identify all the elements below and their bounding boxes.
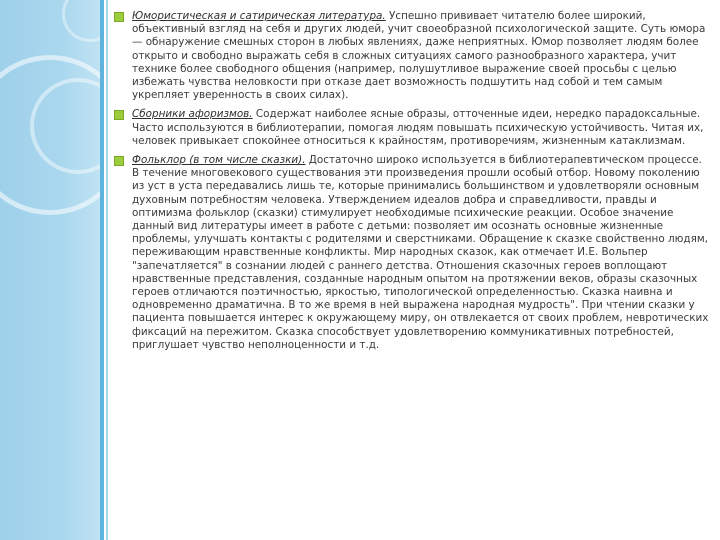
decorative-circle [62, 0, 118, 42]
decorative-stripe [100, 0, 104, 540]
square-bullet-icon [114, 110, 124, 120]
decorative-side-band [0, 0, 100, 540]
decorative-stripe [106, 0, 108, 540]
bullet-item [112, 108, 712, 148]
content-area [112, 10, 712, 358]
bullet-text: Достаточно широко используется в библиотерапевтическом процессе. В течение многовекового существования эти произведения прошли особый отбор. Новому поколению из уст в уста передавались лишь те, которые принимались большинством и удовлетворяли основным духовным потребностям человека. Утверждением идеалов добра и справедливости, правды и оптимизма фольклор (сказки) стимулирует необходимые психические реакции. Особое значение данный вид литературы имеет в работе с детьми: позволяет им осознать основные жизненные проблемы, улучшать контакты с родителями и сверстниками. Обращение к сказке свойственно людям, переживающим нравственные конфликты. Мир народных сказок, как отмечает И.Е. Вольпер "запечатляется" в сознании людей с раннего детства. Отношения сказочных героев воплощают нравственные представления, созданные народным опытом на протяжении веков, образы сказочных героев отличаются поэтичностью, яркостью, типологической определенностью. Сказка наивна и одновременно драматична. В то же время в ней выражена народная мудрость". При чтении сказки у пациента повышается интерес к окружающему миру, он отвлекается от своих проблем, невротических фиксаций на пережитом. Сказка способствует удовлетворению коммуникативных потребностей, приглушает чувство неполноценности и т.д. [132, 154, 709, 351]
bullet-item [112, 10, 712, 102]
bullet-text: Содержат наиболее ясные образы, отточенные идеи, нередко парадоксальные. Часто используются в библиотерапии, помогая людям повышать психическую устойчивость. Читая их, человек привыкает спокойнее относиться к крайностям, противоречиям, жизненным катаклизмам. [132, 108, 704, 147]
bullet-title: Юмористическая и сатирическая литература. [132, 10, 386, 22]
square-bullet-icon [114, 156, 124, 166]
bullet-item [112, 154, 712, 352]
bullet-text: Успешно прививает читателю более широкий, объективный взгляд на себя и других людей, учит своеобразной психологической защите. Суть юмора — обнаружение смешных сторон в любых явлениях, даже неприятных. Юмор позволяет людям более открыто и свободно выражать себя в сложных ситуациях самого разнообразного характера, учит технике более свободного общения (например, полушутливое выражение своей просьбы с целью избежать чувства неловкости при отказе дает возможность подшутить над собой и тем самым укрепляет уверенность в своих силах). [132, 10, 706, 102]
square-bullet-icon [114, 12, 124, 22]
bullet-title: Фольклор (в том числе сказки). [132, 154, 306, 167]
bullet-title: Сборники афоризмов. [132, 108, 253, 121]
